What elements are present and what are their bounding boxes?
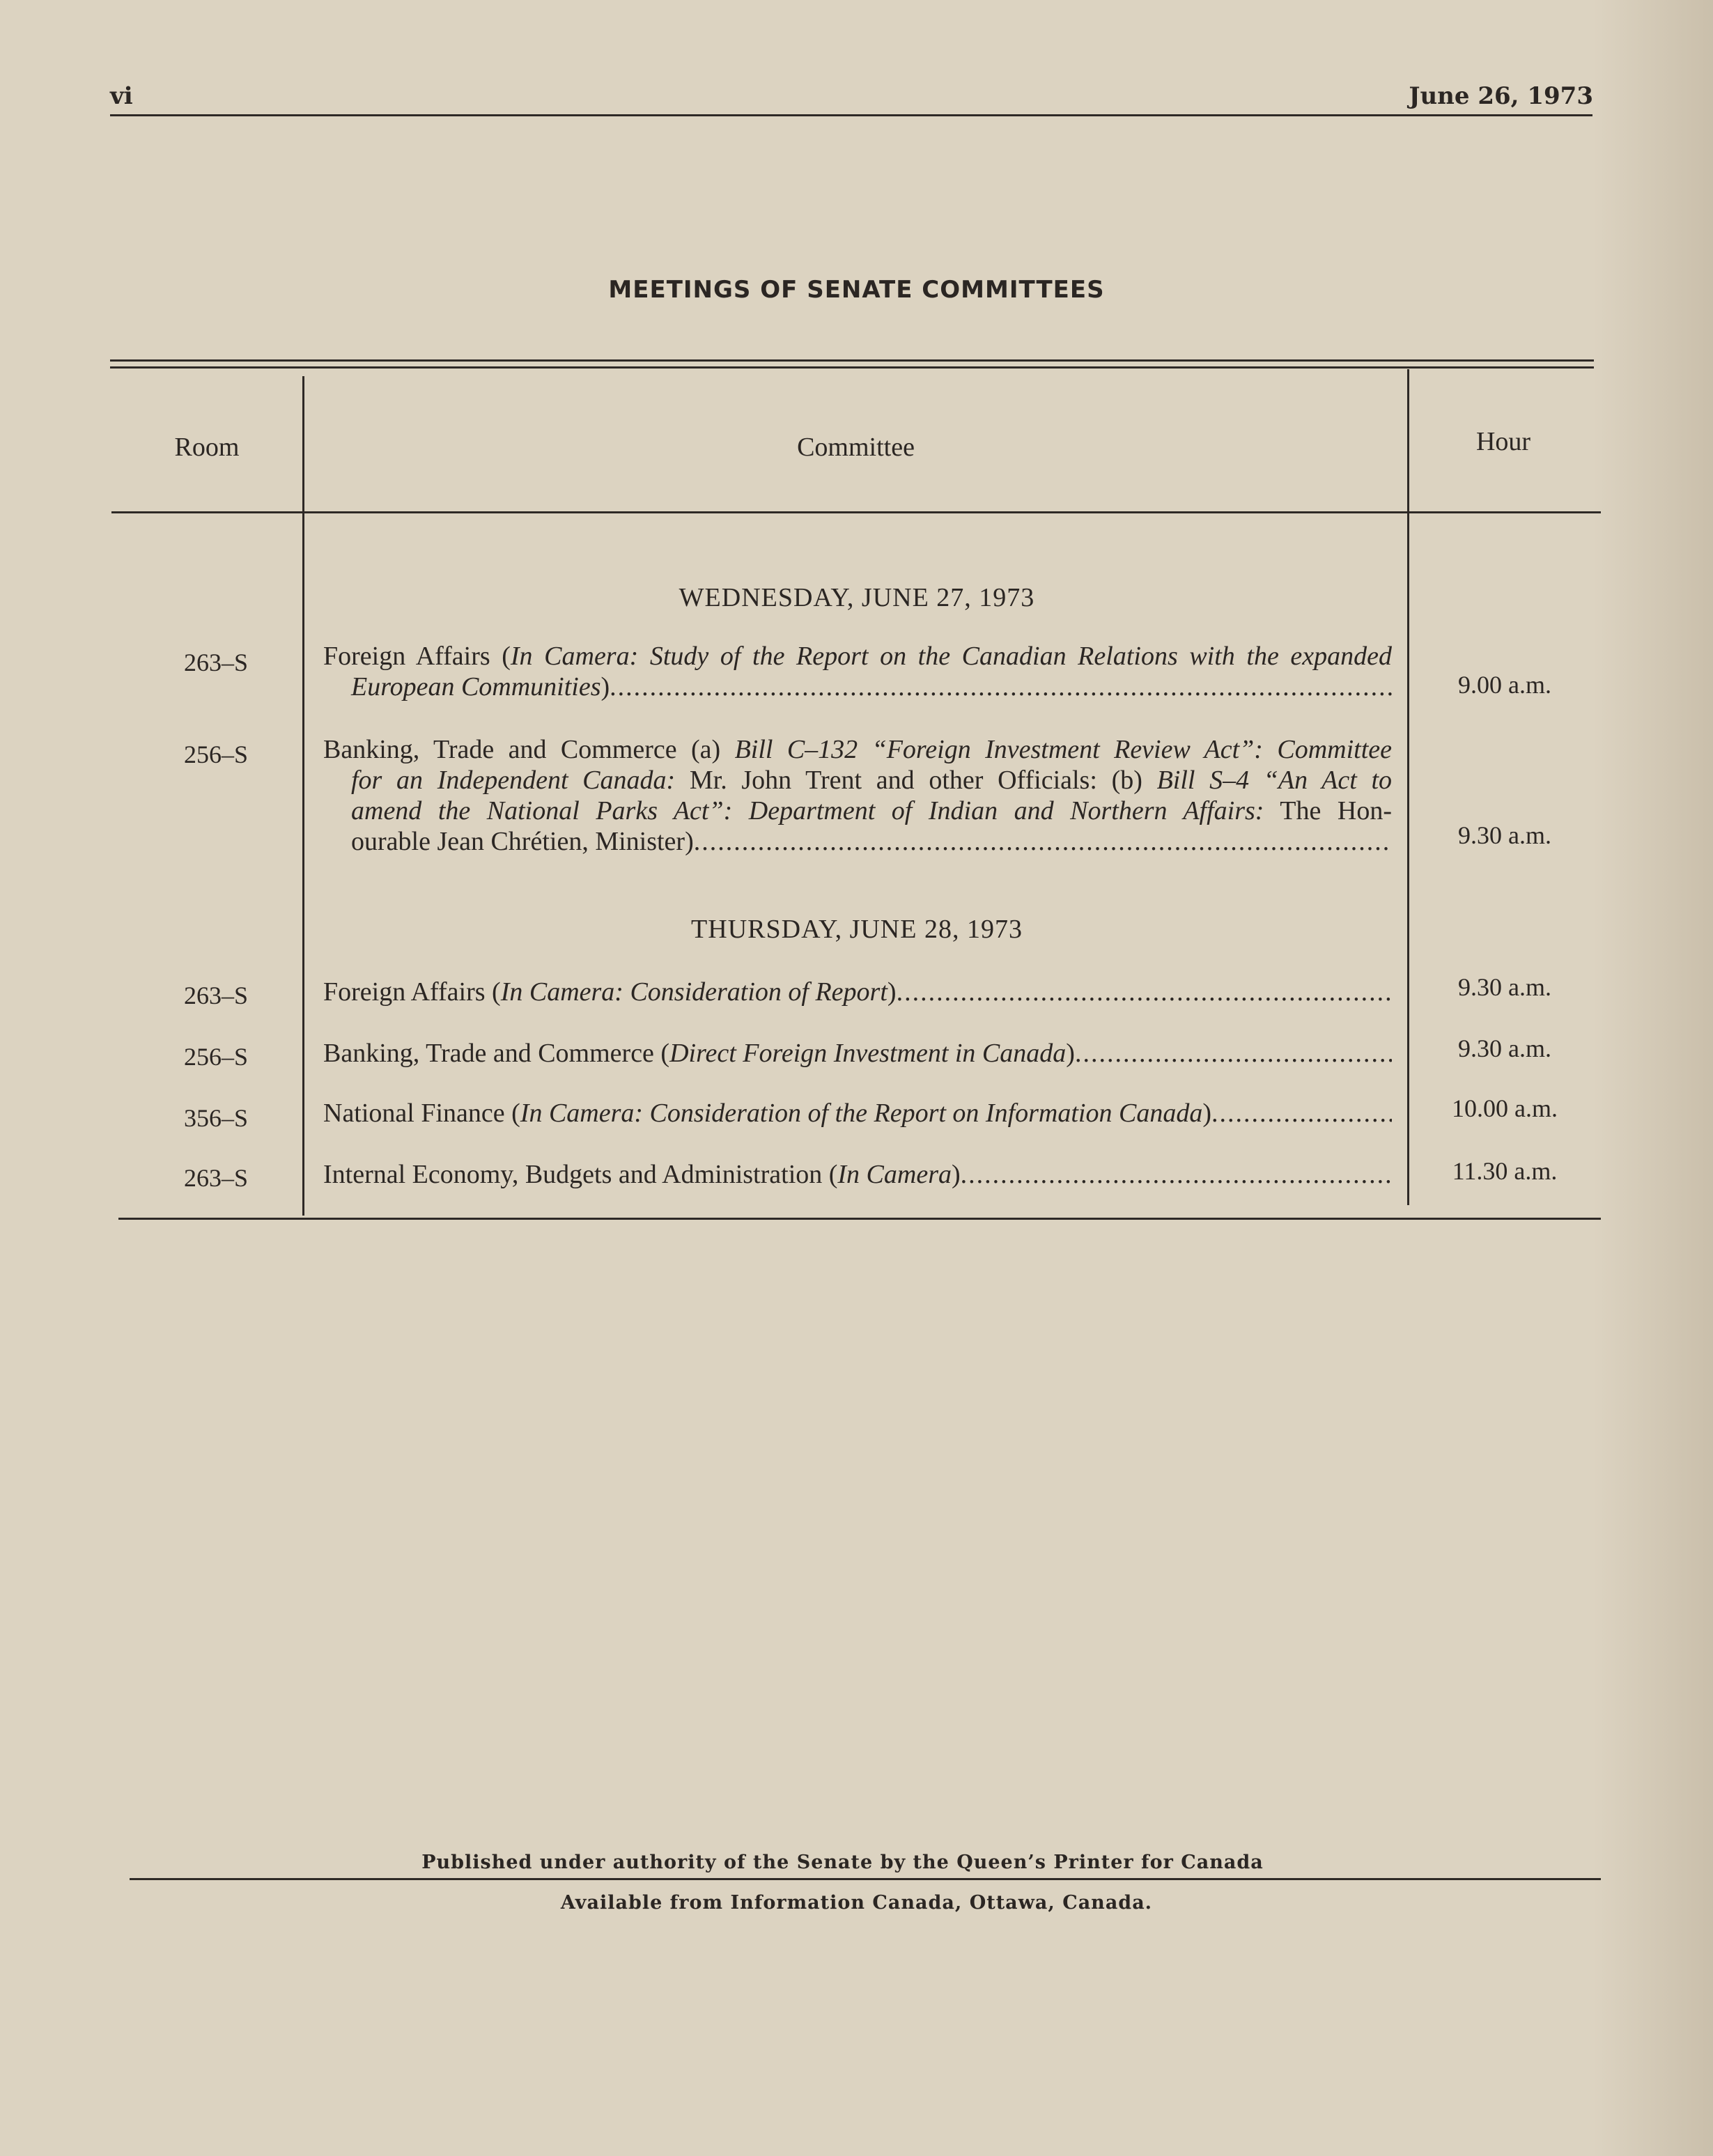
entry-text: The Hon- (1264, 796, 1392, 825)
footer-rule (130, 1878, 1601, 1880)
entry-text: Banking, Trade and Commerce (a) (323, 735, 735, 764)
entry-text: ) (600, 672, 610, 701)
dot-leader (1075, 1038, 1392, 1069)
entry-line (323, 1038, 1392, 1069)
entry-text: Foreign Affairs ( (323, 642, 511, 671)
entry-italic-text: Direct Foreign Investment in Canada (669, 1039, 1067, 1068)
entry-text: ) (1202, 1099, 1211, 1128)
dot-leader (694, 826, 1392, 857)
entry-line (323, 1098, 1392, 1129)
entry-line (323, 672, 1392, 702)
entry-text: Banking, Trade and Commerce ( (323, 1039, 670, 1068)
room-cell: 263–S (183, 649, 249, 676)
entry-line (323, 826, 1392, 857)
entry-line (323, 1159, 1392, 1190)
entry-italic-text: for an Independent Canada: (351, 766, 676, 795)
dot-leader (610, 672, 1392, 702)
entry-text: ) (952, 1160, 961, 1189)
entry-text: ) (1066, 1039, 1075, 1068)
column-header-committee: Committee (797, 433, 915, 462)
entry-line (323, 796, 1392, 826)
hour-cell: 11.30 a.m. (1452, 1157, 1558, 1185)
entry-text: ) (887, 977, 897, 1007)
day-heading-wednesday: WEDNESDAY, JUNE 27, 1973 (679, 583, 1035, 612)
table-top-rule-inner (110, 366, 1594, 369)
entry-italic-text: In Camera: Consideration of Report (500, 977, 887, 1007)
column-header-room: Room (174, 433, 240, 462)
entry-italic-text: Bill S–4 “An Act to (1156, 766, 1392, 795)
table-bottom-rule (118, 1218, 1601, 1220)
entry-line (323, 641, 1392, 672)
hour-cell: 9.30 a.m. (1458, 973, 1551, 1001)
committee-entry-national-finance (323, 1098, 1392, 1129)
header-date: June 26, 1973 (1409, 82, 1593, 110)
room-cell: 256–S (183, 740, 249, 768)
entry-italic-text: amend the National Parks Act”: Department of Indian and Northern Affairs: (351, 796, 1264, 825)
committee-entry-banking-wed (323, 734, 1392, 857)
room-cell: 263–S (183, 982, 249, 1009)
column-header-hour: Hour (1475, 427, 1531, 456)
hour-cell: 9.30 a.m. (1458, 821, 1551, 849)
table-top-rule (110, 359, 1594, 362)
entry-text: Foreign Affairs ( (323, 977, 501, 1007)
dot-leader (961, 1159, 1392, 1190)
day-heading-thursday: THURSDAY, JUNE 28, 1973 (691, 915, 1023, 944)
room-column-divider (302, 376, 304, 1216)
entry-line (323, 977, 1392, 1007)
hour-cell: 9.00 a.m. (1458, 671, 1551, 699)
entry-italic-text: European Communities (351, 672, 601, 701)
committee-entry-internal-economy (323, 1159, 1392, 1190)
dot-leader (897, 977, 1392, 1007)
entry-italic-text: In Camera: Study of the Report on the Canadian Relations with the expanded (510, 642, 1392, 671)
entry-italic-text: In Camera (837, 1160, 952, 1189)
hour-column-divider (1407, 369, 1409, 1205)
entry-text: Mr. John Trent and other Officials: (b) (675, 766, 1157, 795)
committee-entry-banking-thu (323, 1038, 1392, 1069)
dot-leader (1211, 1098, 1392, 1129)
committee-entry-foreign-affairs-wed (323, 641, 1392, 702)
footer-availability: Available from Information Canada, Ottawa, Canada. (560, 1892, 1153, 1914)
room-cell: 256–S (183, 1043, 249, 1071)
footer-publisher: Published under authority of the Senate by the Queen’s Printer for Canada (421, 1852, 1264, 1873)
room-cell: 263–S (183, 1164, 249, 1192)
entry-line (323, 734, 1392, 765)
entry-italic-text: Bill C–132 “Foreign Investment Review Act”: Committee (734, 735, 1392, 764)
header-bottom-rule (111, 511, 1601, 513)
room-cell: 356–S (183, 1104, 249, 1132)
entry-text: Internal Economy, Budgets and Administration ( (323, 1160, 838, 1189)
header-rule (110, 114, 1592, 116)
entry-text: ourable Jean Chrétien, Minister) (351, 827, 694, 856)
page-title: MEETINGS OF SENATE COMMITTEES (608, 276, 1105, 304)
hour-cell: 9.30 a.m. (1458, 1034, 1551, 1062)
hour-cell: 10.00 a.m. (1452, 1094, 1558, 1122)
page-number: vi (110, 82, 133, 110)
entry-italic-text: In Camera: Consideration of the Report on Information Canada (520, 1099, 1203, 1128)
committee-entry-foreign-affairs-thu (323, 977, 1392, 1007)
entry-line (323, 765, 1392, 796)
entry-text: National Finance ( (323, 1099, 520, 1128)
